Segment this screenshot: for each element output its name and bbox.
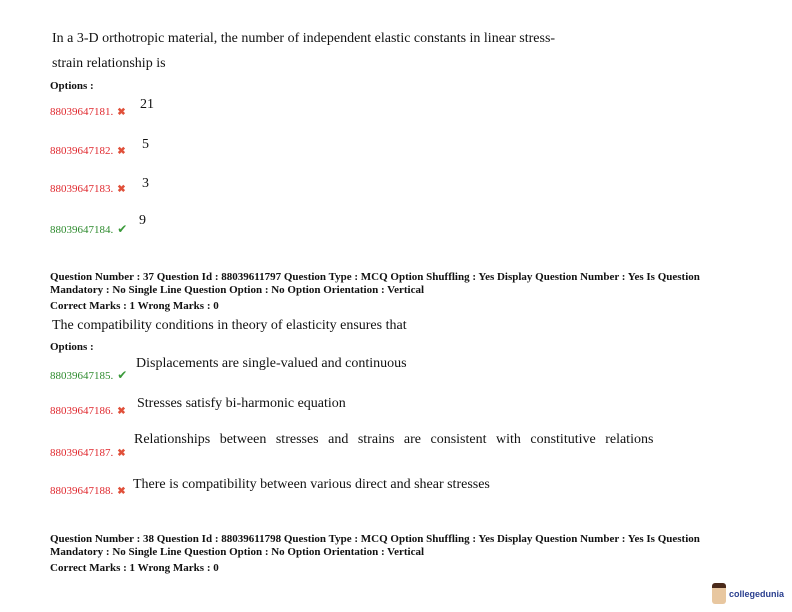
option-text: 5 [142, 137, 149, 152]
option-id [50, 368, 127, 383]
wrong-icon: ✖ [117, 146, 126, 157]
option-id-text: 88039647185. [50, 370, 114, 382]
wrong-icon: ✖ [117, 486, 126, 497]
question-meta: Mandatory : No Single Line Question Option : No Option Orientation : Vertical [50, 546, 425, 558]
option-id [50, 222, 127, 237]
option-id-text: 88039647188. [50, 485, 114, 497]
check-icon: ✔ [117, 222, 128, 236]
option-id [50, 183, 126, 195]
logo-mascot-icon [712, 583, 726, 604]
wrong-icon: ✖ [117, 448, 126, 459]
option-id [50, 447, 126, 459]
option-id-text: 88039647183. [50, 183, 114, 195]
question-marks: Correct Marks : 1 Wrong Marks : 0 [50, 562, 219, 574]
wrong-icon: ✖ [117, 406, 126, 417]
question-marks: Correct Marks : 1 Wrong Marks : 0 [50, 300, 219, 312]
option-id [50, 106, 126, 118]
option-text: 21 [140, 97, 154, 112]
option-id [50, 485, 126, 497]
option-id-text: 88039647186. [50, 405, 114, 417]
option-text: Relationships between stresses and strains are consistent with constitutive relations [134, 432, 654, 447]
option-id [50, 405, 126, 417]
option-id-text: 88039647184. [50, 224, 114, 236]
option-id-text: 88039647187. [50, 447, 114, 459]
logo-text: collegedunia [729, 588, 785, 599]
question-meta: Mandatory : No Single Line Question Option : No Option Orientation : Vertical [50, 284, 425, 296]
check-icon: ✔ [117, 368, 128, 382]
question-text: The compatibility conditions in theory of elasticity ensures that [52, 318, 407, 333]
question-meta: Question Number : 38 Question Id : 88039611798 Question Type : MCQ Option Shuffling : Yes Display Question Number : Yes Is Question [50, 533, 700, 545]
question-meta: Question Number : 37 Question Id : 88039611797 Question Type : MCQ Option Shuffling : Yes Display Question Number : Yes Is Question [50, 271, 700, 283]
question-text: strain relationship is [52, 56, 166, 71]
option-text: 3 [142, 176, 149, 191]
option-id-text: 88039647181. [50, 106, 114, 118]
options-label: Options : [50, 80, 94, 92]
option-text: Displacements are single-valued and continuous [136, 356, 407, 371]
collegedunia-logo [712, 583, 784, 604]
option-text: Stresses satisfy bi-harmonic equation [137, 396, 346, 411]
wrong-icon: ✖ [117, 184, 126, 195]
question-text: In a 3-D orthotropic material, the number of independent elastic constants in linear stress- [52, 31, 556, 46]
option-id-text: 88039647182. [50, 145, 114, 157]
options-label: Options : [50, 341, 94, 353]
wrong-icon: ✖ [117, 107, 126, 118]
option-id [50, 145, 126, 157]
option-text: There is compatibility between various direct and shear stresses [133, 477, 490, 492]
option-text: 9 [139, 213, 146, 228]
